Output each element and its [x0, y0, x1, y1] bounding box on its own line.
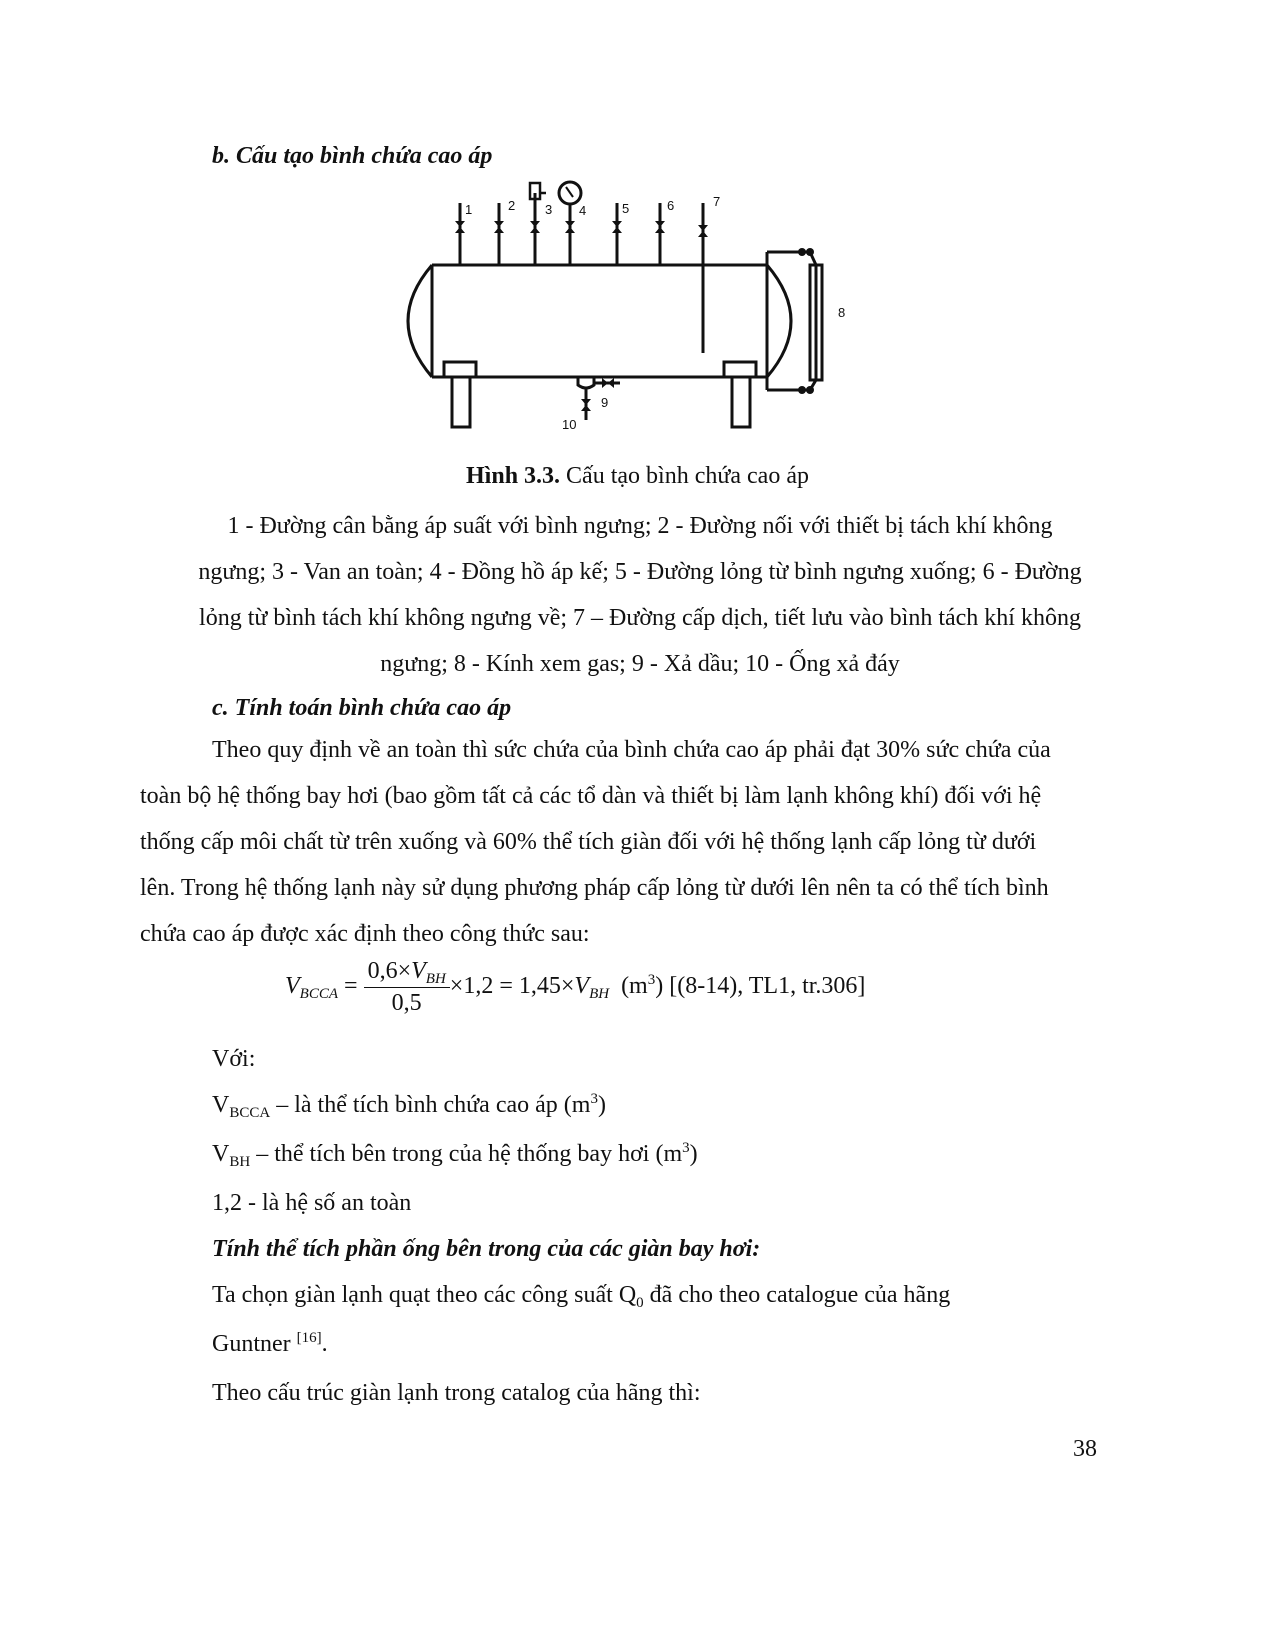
figure-label-7: 7 [713, 194, 721, 209]
receiver-tank-diagram [380, 175, 880, 440]
def1-text: – là thể tích bình chứa cao áp (m [270, 1092, 591, 1118]
section-c-paragraph [140, 727, 1051, 957]
paragraph-line-1: Theo quy định về an toàn thì sức chứa của bình chứa cao áp phải đạt 30% sức chứa của [212, 737, 1051, 763]
formula [285, 958, 865, 1017]
evaporator-line-1 [212, 1272, 950, 1321]
formula-mult: ×1,2 = 1,45× [449, 973, 575, 1000]
section-b-heading: b. Cấu tạo bình chứa cao áp [212, 143, 493, 169]
def2-sup: 3 [682, 1140, 690, 1156]
evap-line1-pre: Ta chọn giàn lạnh quạt theo các công suất Q [212, 1282, 637, 1308]
def2-end: ) [689, 1141, 698, 1167]
evaporator-subheading: Tính thể tích phần ống bên trong của các giàn bay hơi: [212, 1236, 761, 1262]
evap-line2-post: . [321, 1331, 328, 1357]
legend-line-4: ngưng; 8 - Kính xem gas; 9 - Xả dầu; 10 - Ống xả đáy [380, 651, 900, 677]
formula-equals: = [344, 973, 358, 1000]
figure-caption-text: Cấu tạo bình chứa cao áp [560, 463, 809, 489]
def1-sup: 3 [590, 1091, 598, 1107]
figure-label-10: 10 [562, 417, 577, 432]
formula-num-sub: BH [425, 971, 446, 987]
definitions [212, 1036, 950, 1416]
def1-sub: BCCA [229, 1105, 271, 1121]
figure-label-4: 4 [579, 203, 587, 218]
page-number: 38 [1073, 1436, 1097, 1462]
def1-end: ) [597, 1092, 606, 1118]
figure-caption [0, 463, 1275, 490]
formula-unit-sup: 3 [647, 972, 656, 989]
formula-num-coef: 0,6× [367, 958, 412, 984]
definition-safety: 1,2 - là hệ số an toàn [212, 1190, 412, 1216]
formula-reference: [(8-14), TL1, tr.306] [669, 973, 866, 1000]
formula-lhs-var: V [285, 973, 300, 1000]
def2-var: V [212, 1141, 230, 1167]
formula-lhs-sub: BCCA [299, 986, 339, 1003]
section-c-heading: c. Tính toán bình chứa cao áp [212, 695, 512, 721]
legend-line-1: 1 - Đường cân bằng áp suất với bình ngưng; 2 - Đường nối với thiết bị tách khí không [227, 513, 1053, 539]
figure-legend [140, 503, 1140, 687]
legend-line-3: lỏng từ bình tách khí không ngưng về; 7 – Đường cấp dịch, tiết lưu vào bình tách khí không [199, 605, 1081, 631]
def2-text: – thể tích bên trong của hệ thống bay hơi (m [250, 1141, 683, 1167]
figure-label-2: 2 [508, 198, 516, 213]
legend-line-2: ngưng; 3 - Van an toàn; 4 - Đồng hồ áp kế; 5 - Đường lỏng từ bình ngưng xuống; 6 - Đường [198, 559, 1082, 585]
definition-vbh [212, 1131, 950, 1180]
paragraph-line-4: lên. Trong hệ thống lạnh này sử dụng phương pháp cấp lỏng từ dưới lên nên ta có thể tích bình [140, 875, 1049, 901]
figure-label-9: 9 [601, 395, 609, 410]
definitions-intro: Với: [212, 1046, 256, 1072]
formula-rhs-sub: BH [589, 986, 610, 1003]
evap-line2-pre: Guntner [212, 1331, 297, 1357]
evaporator-line-2 [212, 1321, 950, 1370]
formula-unit-post: ) [655, 973, 664, 1000]
figure-caption-number: Hình 3.3. [466, 463, 561, 489]
def2-sub: BH [229, 1154, 251, 1170]
evaporator-line-3: Theo cấu trúc giàn lạnh trong catalog của hãng thì: [212, 1380, 701, 1406]
formula-num-var: V [411, 958, 426, 984]
formula-denominator: 0,5 [391, 990, 422, 1016]
formula-fraction [364, 958, 450, 1017]
paragraph-line-5: chứa cao áp được xác định theo công thức sau: [140, 921, 590, 947]
figure-label-1: 1 [465, 202, 473, 217]
formula-unit-pre: (m [621, 973, 648, 1000]
figure-label-3: 3 [545, 202, 553, 217]
evap-line2-sup: [16] [296, 1330, 322, 1346]
figure-label-8: 8 [838, 305, 846, 320]
def1-var: V [212, 1092, 230, 1118]
figure-label-5: 5 [622, 201, 630, 216]
figure-label-6: 6 [667, 198, 675, 213]
paragraph-line-2: toàn bộ hệ thống bay hơi (bao gồm tất cả các tổ dàn và thiết bị làm lạnh không khí) đối với hệ [140, 783, 1042, 809]
definition-vbcca [212, 1082, 950, 1131]
evap-line1-post: đã cho theo catalogue của hãng [643, 1282, 951, 1308]
formula-rhs-var: V [574, 973, 590, 1000]
evap-line1-sub: 0 [636, 1295, 644, 1311]
paragraph-line-3: thống cấp môi chất từ trên xuống và 60% thể tích giàn đối với hệ thống lạnh cấp lỏng từ dưới [140, 829, 1037, 855]
